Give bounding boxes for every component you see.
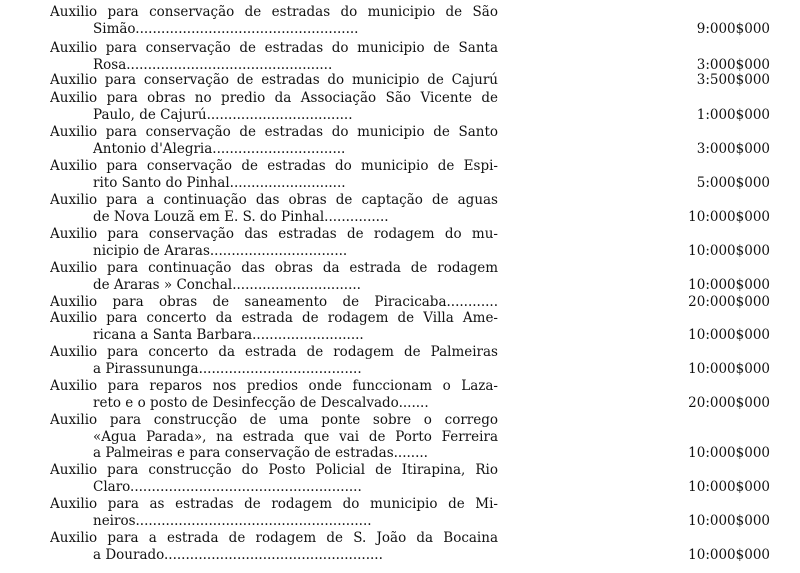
entry-description — [50, 226, 498, 259]
entry-line: Auxilio para concerto da estrada de rodagem de Villa Ame- — [50, 310, 498, 326]
entry-line: Auxilio para conservação de estradas do municipio de Espi- — [50, 158, 498, 174]
entry-amount: 20:000$000 — [688, 294, 770, 310]
entry-line: Auxilio para a continuação das obras de captação de aguas — [50, 192, 498, 208]
entry-description — [50, 530, 498, 563]
entry-line: Auxilio para obras de saneamento de Piracicaba............ — [50, 294, 498, 310]
entry-line: «Agua Parada», na estrada que vai de Porto Ferreira — [93, 428, 498, 445]
entry-line: de Araras » Conchal.............................. — [93, 276, 361, 293]
entry-line: Auxilio para concerto da estrada de rodagem de Palmeiras — [50, 344, 498, 360]
entry-line: Auxilio para obras no predio da Associação São Vicente de — [50, 90, 498, 106]
entry-description — [50, 378, 498, 411]
entry-description — [50, 158, 498, 191]
entry-line: Antonio d'Alegria............................... — [93, 140, 346, 157]
entry-line: Auxilio para continuação das obras da estrada de rodagem — [50, 260, 498, 276]
entry-line: de Nova Louzã em E. S. do Pinhal............... — [93, 208, 389, 225]
entry-description — [50, 40, 498, 73]
entry-line: nicipio de Araras................................ — [93, 242, 348, 259]
entry-amount: 1:000$000 — [696, 106, 770, 123]
entry-line: Auxilio para conservação de estradas do municipio de Santa — [50, 40, 498, 56]
entry-line: Claro...................................................... — [93, 478, 362, 495]
entry-line: Auxilio para conservação de estradas do municipio de Santo — [50, 124, 498, 140]
entry-amount: 10:000$000 — [688, 276, 770, 293]
entry-amount: 10:000$000 — [688, 208, 770, 225]
entry-line: Auxilio para conservação de estradas do municipio de São — [50, 4, 498, 20]
entry-line: Auxilio para construcção do Posto Policial de Itirapina, Rio — [50, 462, 498, 478]
entry-amount: 10:000$000 — [688, 326, 770, 343]
entry-line: Auxilio para a estrada de rodagem de S. João da Bocaina — [50, 530, 498, 546]
entry-line: Simão.................................................... — [93, 20, 359, 37]
entry-amount: 10:000$000 — [688, 546, 770, 563]
entry-description — [50, 90, 498, 123]
entry-line: Auxilio para construcção de uma ponte sobre o corrego — [50, 412, 498, 428]
entry-amount: 10:000$000 — [688, 360, 770, 377]
entry-line: Auxilio para as estradas de rodagem do municipio de Mi- — [50, 496, 498, 512]
entry-line: rito Santo do Pinhal........................... — [93, 174, 346, 191]
entry-description — [50, 4, 498, 37]
entry-line: Paulo, de Cajurú.................................. — [93, 106, 353, 123]
entry-description — [50, 496, 498, 529]
entry-amount: 10:000$000 — [688, 242, 770, 259]
entry-description — [50, 310, 498, 343]
entry-amount: 10:000$000 — [688, 478, 770, 495]
entry-line: a Pirassununga...................................... — [93, 360, 362, 377]
entry-line: Auxilio para conservação das estradas de rodagem do mu- — [50, 226, 498, 242]
entry-amount: 5:000$000 — [696, 174, 770, 191]
entry-amount: 3:500$000 — [696, 72, 770, 88]
entry-line: Rosa................................................ — [93, 56, 333, 73]
entry-description — [50, 124, 498, 157]
entry-line: ricana a Santa Barbara.......................... — [93, 326, 364, 343]
entry-line: neiros....................................................... — [93, 512, 372, 529]
entry-line: Auxilio para reparos nos predios onde funccionam o Laza- — [50, 378, 498, 394]
entry-amount: 9:000$000 — [696, 20, 770, 37]
entry-amount: 10:000$000 — [688, 512, 770, 529]
entry-description — [50, 260, 498, 293]
entry-line: reto e o posto de Desinfecção de Descalvado....... — [93, 394, 429, 411]
entry-amount: 3:000$000 — [696, 140, 770, 157]
entry-amount: 20:000$000 — [688, 394, 770, 411]
entry-description — [50, 462, 498, 495]
entry-line: a Palmeiras e para conservação de estradas........ — [93, 445, 428, 461]
entry-line: a Dourado................................................... — [93, 546, 383, 563]
entry-description — [50, 72, 498, 89]
entry-amount: 3:000$000 — [696, 56, 770, 73]
entry-line: Auxilio para conservação de estradas do municipio de Cajurú — [50, 72, 498, 88]
entry-description — [50, 294, 498, 311]
entry-description — [50, 412, 498, 462]
entry-description — [50, 344, 498, 377]
entry-description — [50, 192, 498, 225]
entry-amount: 10:000$000 — [688, 445, 770, 461]
